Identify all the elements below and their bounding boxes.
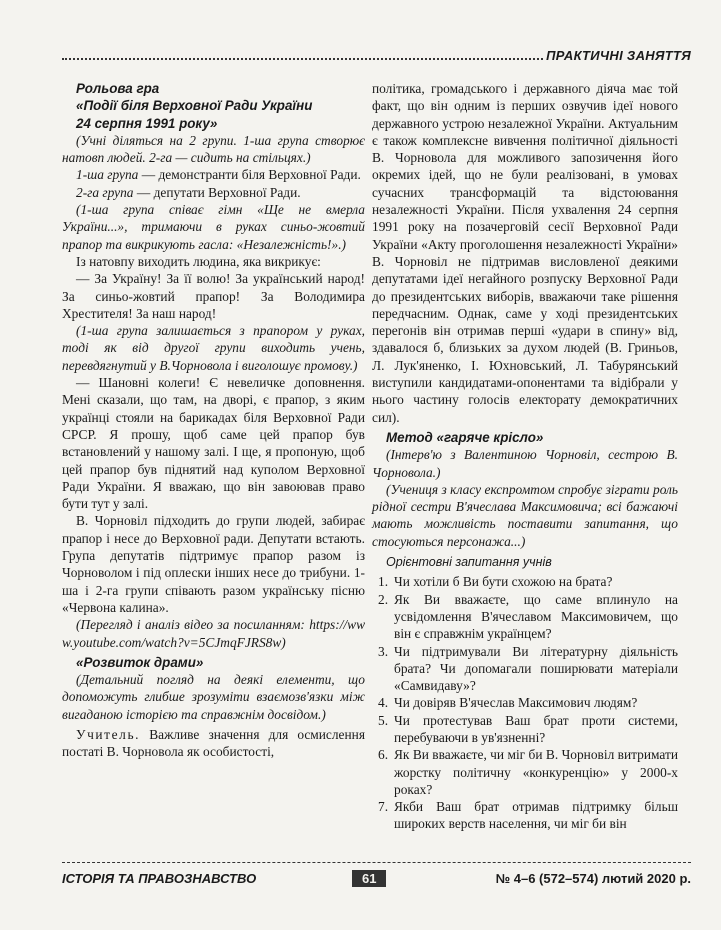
list-item: 2. Як Ви вважаєте, що саме вплинуло на усвідомлення В'ячеславом Максимовичем, що він є справжнім українцем? xyxy=(378,591,678,642)
list-item: 3. Чи підтримували Ви літературну діяльність брата? Чи допомагали поширювати матеріали «Самвидаву»? xyxy=(378,643,678,694)
video-reference: (Перегляд і аналіз відео за посиланням: https://www.youtube.com/watch?v=5CJmqFJRS8w) xyxy=(62,617,365,650)
role-play-event: «Події біля Верховної Ради України xyxy=(76,98,313,114)
paragraph: (Учні діляться на 2 групи. 1-ша група створює натовп людей. 2-га — сидить на стільцях.) xyxy=(62,132,365,166)
page-number: 61 xyxy=(352,870,386,887)
teacher-label: Учитель. xyxy=(76,726,141,742)
group-1-text: — демонстранти біля Верховної Ради. xyxy=(138,167,361,183)
role-play-title: Рольова гра xyxy=(76,81,160,96)
footer-rule xyxy=(62,862,691,863)
group-2-line xyxy=(62,184,365,201)
list-item: 7. Якби Ваш брат отримав підтримку більш широких верств населення, чи міг би він xyxy=(378,799,678,832)
paragraph: (Інтерв'ю з Валентиною Чорновіл, сестрою В. Чорновола.) xyxy=(372,447,678,480)
page-header xyxy=(62,46,691,68)
header-dotted-rule xyxy=(62,58,543,60)
group-2-text: — депутати Верховної Ради. xyxy=(133,184,301,200)
questions-heading: Орієнтовні запитання учнів xyxy=(386,555,552,570)
paragraph: Із натовпу виходить людина, яка викрикує: xyxy=(76,253,321,269)
right-column xyxy=(372,80,678,833)
role-play-date: 24 серпня 1991 року» xyxy=(76,115,218,131)
list-item: 4. Чи довіряв В'ячеслав Максимович людям? xyxy=(378,695,638,711)
paragraph: В. Чорновіл підходить до групи людей, забирає прапор і несе до Верховної ради. Депутати встають. Група депутатів підтримує прапор разом із Чорноволом і під оплески інших несе до трибуни. 1-ша і 2-га групи співають разом українську пісню «Червона калина». xyxy=(62,513,365,615)
list-item: 5. Чи протестував Ваш брат проти системи, перебуваючи в ув'язненні? xyxy=(378,712,678,745)
paragraph: — Шановні колеги! Є невеличке доповнення. Мені сказали, що там, на дворі, є прапор, з яким українці стояли на барикадах біля Верховної Ради СРСР. Я прошу, щоб саме цей прапор був встановлений у нашому залі. І ще, я пропоную, щоб цей прапор був піднятий над куполом Верховної Ради України. Я вважаю, що він завоював право бути тут у залі. xyxy=(62,375,365,512)
group-1-label: 1-ша група xyxy=(76,167,139,183)
teacher-paragraph xyxy=(62,726,365,761)
section-title: ПРАКТИЧНІ ЗАНЯТТЯ xyxy=(546,48,691,63)
group-2-label: 2-га група xyxy=(76,184,134,200)
page-footer xyxy=(62,862,691,892)
teacher-text: Важливе значення для осмислення постаті В. Чорновола як особистості, xyxy=(62,726,365,760)
paragraph: (Детальний погляд на деякі елементи, що допоможуть глибше зрозуміти взаємозв'язки між вигаданою історією та справжнім досвідом.) xyxy=(62,672,365,722)
list-item: 1. Чи хотіли б Ви бути схожою на брата? xyxy=(378,574,613,590)
method-title: Метод «гаряче крісло» xyxy=(386,429,544,445)
left-column xyxy=(62,80,365,761)
paragraph: (Учениця з класу експромтом спробує зіграти роль рідної сестри В'ячеслава Максимовича; всі бажаючі мають можливість поставити запитання, що стосуються персонажа...) xyxy=(372,481,678,549)
list-item: 6. Як Ви вважаєте, чи міг би В. Чорновіл витримати жорстку політичну «конкуренцію» у 2000-х роках? xyxy=(378,747,678,797)
paragraph: політика, громадського і державного діяча має той факт, що він одним із перших озвучив ідеї нового державного устрою незалежної України. Актуальним є також комплексне вивчення політичної діяльності В. Чорновола для можливого запозичення його окремих ідей, що не були реалізовані, в умовах сучасних трансформацій та відстоювання незалежності України. Після ухвалення 24 серпня 1991 року на позачерговій сесії Верховної Ради України «Акту проголошення незалежності України» В. Чорновіл не підтримав висловленої деякими депутатами ідеї негайного розпуску Верховної Ради до президентських виборів, вважаючи таке рішення передчасним. Однак, саме у ході президентських перегонів він отримав перші «удари в спину» від, здавалося б, близьких за духом людей (В. Гриньов, Л. Лук'яненко, І. Юхновський, Л. Табурянський виступили кандидатами-опонентами та відібрали у нього частину голосів електорату демократичних сил). xyxy=(372,81,678,425)
drama-title: «Розвиток драми» xyxy=(76,654,204,670)
paragraph: (1-ша група співає гімн «Ще не вмерла України...», тримаючи в руках синьо-жовтий прапор та викрикують гасла: «Незалежність!».) xyxy=(62,202,365,252)
group-1-line xyxy=(62,166,365,183)
paragraph: (1-ша група залишається з прапором у руках, тоді як від другої групи виходить учень, перевдягнутий у В.Чорновола і виголошує промову.) xyxy=(62,323,365,373)
paragraph: — За Україну! За її волю! За український народ! За синьо-жовтий прапор! За Володимира Хрестителя! За наш народ! xyxy=(62,271,365,321)
issue-info: № 4–6 (572–574) лютий 2020 р. xyxy=(495,871,691,886)
questions-list xyxy=(372,573,678,832)
journal-title: ІСТОРІЯ ТА ПРАВОЗНАВСТВО xyxy=(62,871,257,886)
